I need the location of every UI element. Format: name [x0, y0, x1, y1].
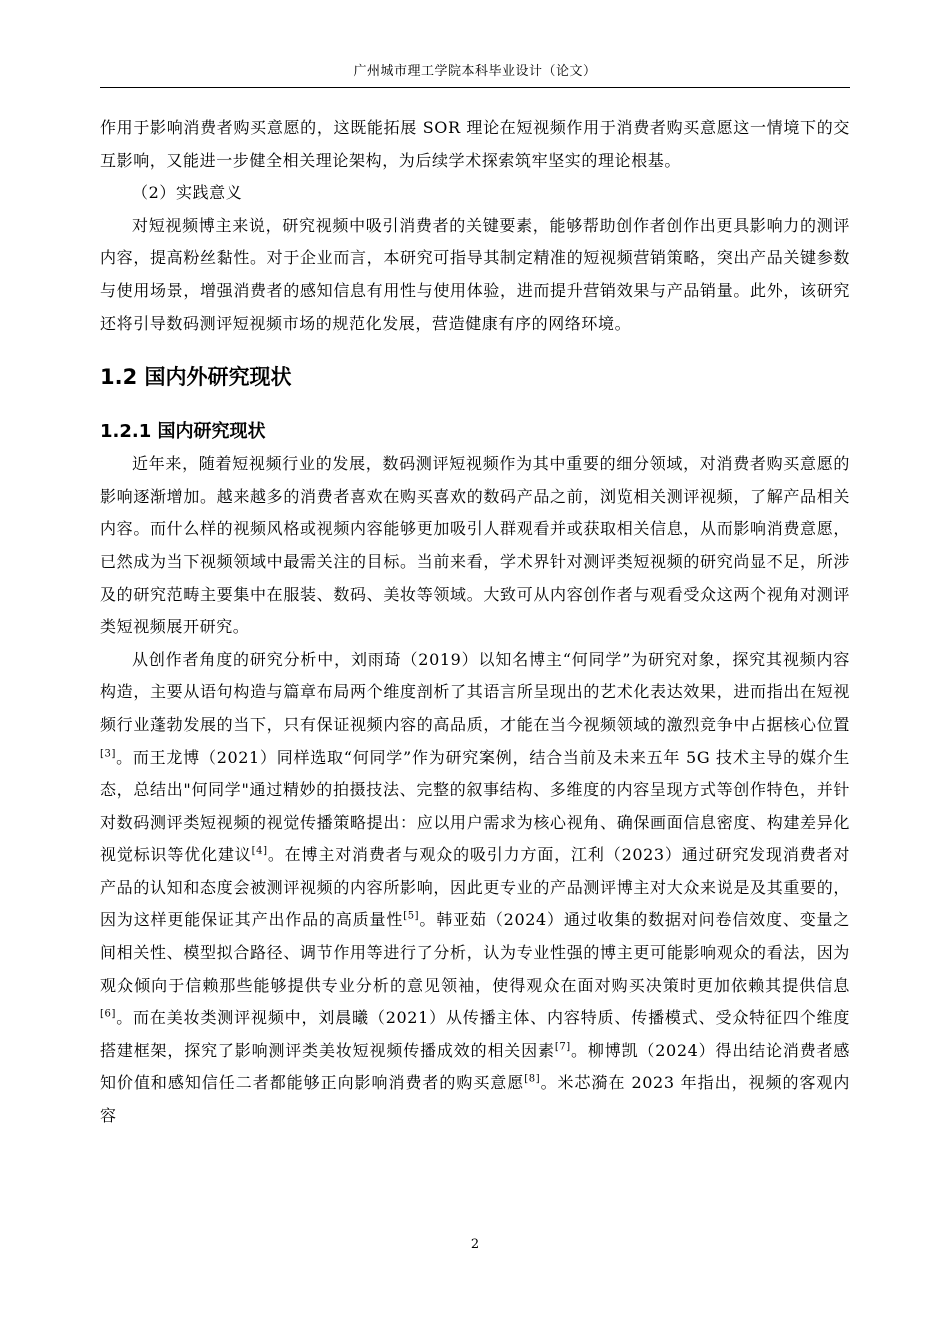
citation-ref: [7] — [554, 1041, 571, 1053]
citation-ref: [8] — [524, 1074, 541, 1086]
text-run: 。柳博凯（2024）得出结论消费者感知价值和感知信任二者都能够正向影响消费者的购买意愿 — [100, 1040, 850, 1093]
text-run: 。而王龙博（2021）同样选取“何同学”作为研究案例，结合当前及未来五年 5G 技术主导的媒介生态，总结出"何同学"通过精妙的拍摄技法、完整的叙事结构、多维度的内容呈现方式等创作特色，并针对数码测评类短视频的视觉传播策略提出：应以用户需求为核心视角、确保画面信息密度、构建差异化视觉标识等优化建议 — [100, 747, 850, 865]
page-body — [100, 112, 850, 1212]
subsection-heading-domestic-research: 1.2.1 国内研究现状 — [100, 421, 266, 443]
section-heading-research-status: 1.2 国内外研究现状 — [100, 365, 292, 390]
citation-ref: [6] — [100, 1008, 116, 1020]
text-run: 。在博主对消费者与观众的吸引力方面，江利（2023）通过研究发现消费者对产品的认知和态度会被测评视频的内容所影响，因此更专业的产品测评博主对大众来说是及其重要的，因为这样更能保证其产出作品的高质量性 — [100, 845, 850, 930]
subheading-practical-significance: （2）实践意义 — [132, 183, 243, 203]
text-run: 。米芯漪在 2023 年指出，视频的客观内容 — [100, 1073, 850, 1126]
paragraph-creator-perspective — [100, 644, 850, 1133]
text-run: 。韩亚茹（2024）通过收集的数据对问卷信效度、变量之间相关性、模型拟合路径、调节作用等进行了分析，认为专业性强的博主更可能影响观众的看法，因为观众倾向于信赖那些能够提供专业分析的意见领袖，使得观众在面对购买决策时更加依赖其提供信息 — [100, 910, 850, 995]
citation-ref: [4] — [251, 845, 268, 857]
citation-ref: [5] — [403, 911, 420, 923]
paragraph-theory-significance: 作用于影响消费者购买意愿的，这既能拓展 SOR 理论在短视频作用于消费者购买意愿这一情境下的交互影响，又能进一步健全相关理论架构，为后续学术探索筑牢坚实的理论根基。 — [100, 118, 850, 170]
paragraph-domestic-overview: 近年来，随着短视频行业的发展，数码测评短视频作为其中重要的细分领域，对消费者购买意愿的影响逐渐增加。越来越多的消费者喜欢在购买喜欢的数码产品之前，浏览相关测评视频，了解产品相关内容。而什么样的视频风格或视频内容能够更加吸引人群观看并或获取相关信息，从而影响消费意愿，已然成为当下视频领域中最需关注的目标。当前来看，学术界针对测评类短视频的研究尚显不足，所涉及的研究范畴主要集中在服装、数码、美妆等领域。大致可从内容创作者与观看受众这两个视角对测评类短视频展开研究。 — [100, 454, 850, 637]
text-run: 从创作者角度的研究分析中，刘雨琦（2019）以知名博主“何同学”为研究对象，探究其视频内容构造，主要从语句构造与篇章布局两个维度剖析了其语言所呈现出的艺术化表达效果，进而指出在短视频行业蓬勃发展的当下，只有保证视频内容的高品质，才能在当今视频领域的激烈竞争中占据核心位置 — [100, 649, 850, 734]
page-header: 广州城市理工学院本科毕业设计（论文） — [353, 64, 597, 79]
text-run: 。而在美妆类测评视频中，刘晨曦（2021）从传播主体、内容特质、传播模式、受众特征四个维度搭建框架，探究了影响测评类美妆短视频传播成效的相关因素 — [100, 1008, 850, 1060]
paragraph-practical-significance: 对短视频博主来说，研究视频中吸引消费者的关键要素，能够帮助创作者创作出更具影响力的测评内容，提高粉丝黏性。对于企业而言，本研究可指导其制定精准的短视频营销策略，突出产品关键参数与使用场景，增强消费者的感知信息有用性与使用体验，进而提升营销效果与产品销量。此外，该研究还将引导数码测评短视频市场的规范化发展，营造健康有序的网络环境。 — [100, 215, 850, 333]
citation-ref: [3] — [100, 748, 116, 760]
header-divider — [100, 87, 850, 88]
page-number: 2 — [470, 1237, 480, 1252]
